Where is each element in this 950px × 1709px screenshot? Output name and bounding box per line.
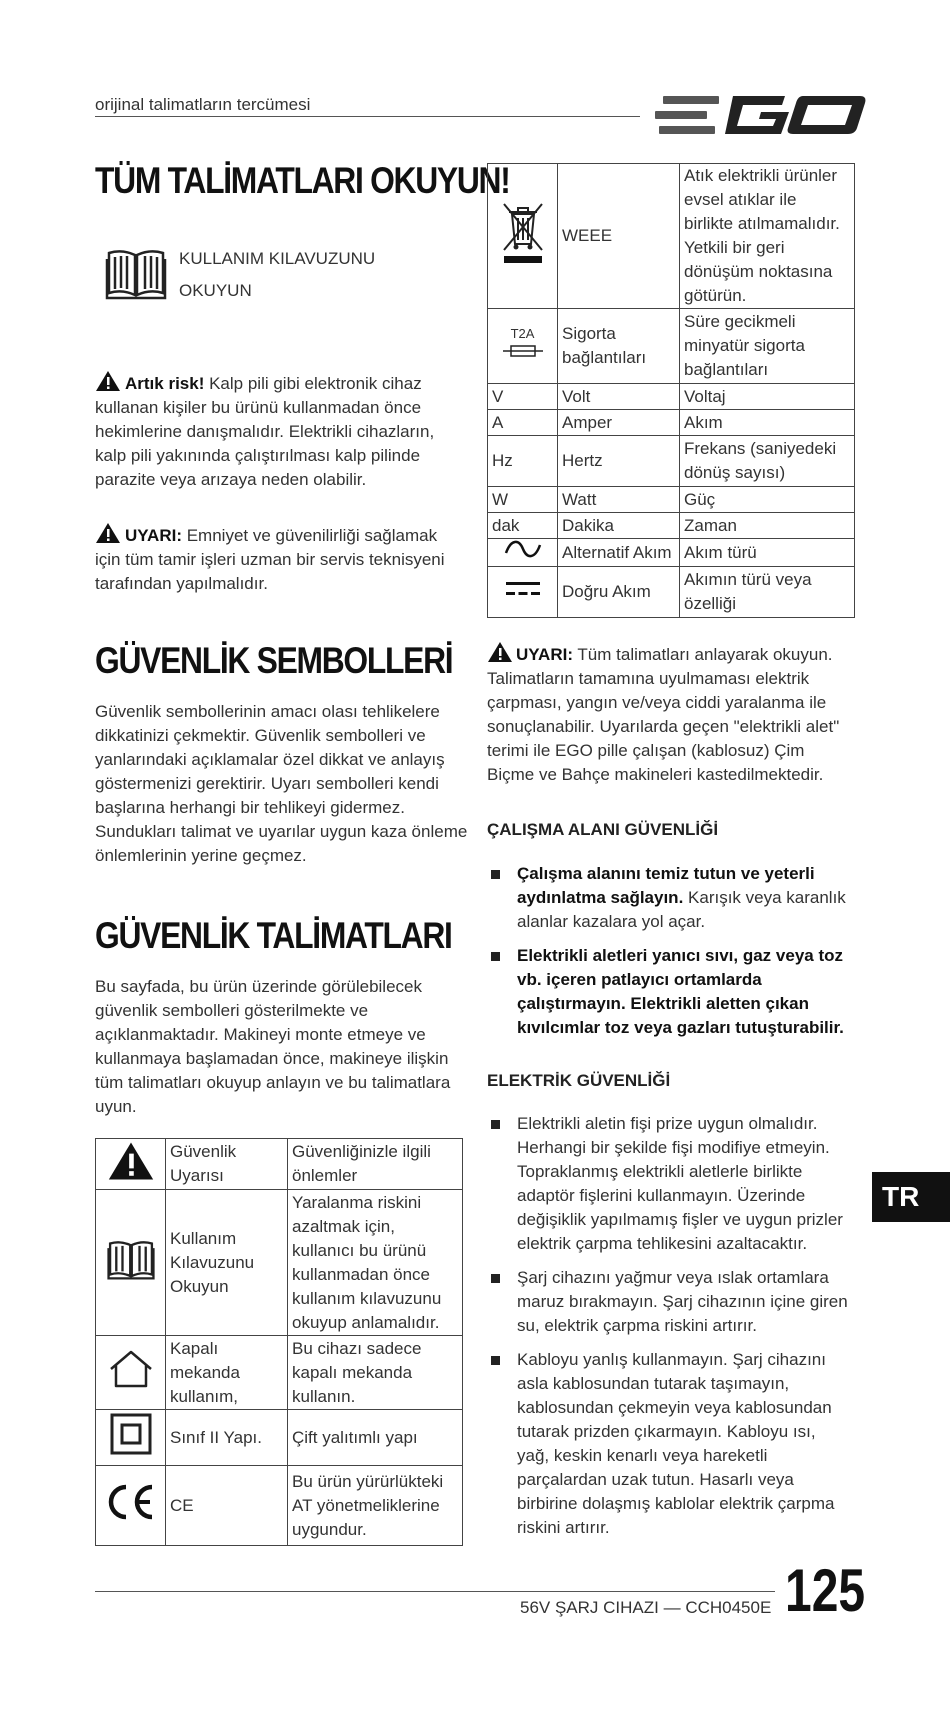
table-row [96, 1466, 463, 1546]
symbol-name: Hertz [558, 436, 680, 487]
symbol-description: Frekans (saniyedeki dönüş sayısı) [680, 436, 855, 487]
list-item [487, 1348, 852, 1540]
list-item [487, 1112, 852, 1256]
symbol-abbrev: W [488, 487, 558, 513]
electrical-list [487, 1112, 852, 1550]
symbol-name: Amper [558, 410, 680, 436]
title-safety-instructions: GÜVENLİK TALİMATLARI [95, 915, 452, 956]
fuse-label: T2A [510, 326, 535, 341]
electrical-safety-heading: ELEKTRİK GÜVENLİĞİ [487, 1071, 671, 1090]
symbol-description: Zaman [680, 513, 855, 539]
table-row [488, 539, 855, 567]
safety-instructions-paragraph: Bu sayfada, bu ürün üzerinde görülebilecek güvenlik sembolleri gösterilmekte ve açıklanmaktadır. Makineyi monte etmeye ve kullanmaya başlamadan önce, makineye ilişkin tüm talimatları okuyup anlayın ve bu talimatlara uyun. [95, 977, 451, 1116]
symbol-name: Güvenlik Uyarısı [166, 1139, 288, 1190]
table-row [488, 513, 855, 539]
warning-triangle-icon [487, 641, 513, 663]
table-row [96, 1139, 463, 1190]
table-row [488, 384, 855, 410]
dc-icon [503, 579, 543, 599]
footer-divider [95, 1591, 775, 1592]
fuse-icon [501, 327, 545, 365]
table-row [488, 164, 855, 309]
title-read-instructions: TÜM TALİMATLARI OKUYUN! [95, 160, 510, 201]
header-divider [95, 116, 640, 117]
residual-risk-label: Artık risk! [125, 374, 205, 393]
symbol-name: Sınıf II Yapı. [166, 1410, 288, 1466]
list-item [487, 862, 847, 934]
left-symbol-table [95, 1138, 463, 1546]
right-warning-text: Tüm talimatları anlayarak okuyun. Talimatların tamamına uyulmaması elektrik çarpması, yangın ve/veya ciddi yaralanma ile sonuçlanabilir. Uyarılarda geçen "elektrikli alet" terimi ile EGO pille çalışan (kablosuz) Çim Biçme ve Bahçe makineleri kastedilmektedir. [487, 645, 840, 784]
symbol-description: Yaralanma riskini azaltmak için, kullanıcı bu ürünü kullanmadan önce kullanım kılavuzunu okuyup anlamalıdır. [288, 1190, 463, 1336]
symbol-name: Volt [558, 384, 680, 410]
list-item-bold: Elektrikli aletleri yanıcı sıvı, gaz veya toz vb. içeren patlayıcı ortamlarda çalıştırmayın. Elektrikli aletten çıkan kıvılcımlar toz veya gazları tutuşturabilir. [517, 946, 844, 1037]
symbol-description: Bu ürün yürürlükteki AT yönetmeliklerine uygundur. [288, 1466, 463, 1546]
symbol-description: Akım [680, 410, 855, 436]
symbol-description: Akımın türü veya özelliği [680, 567, 855, 618]
symbol-description: Atık elektrikli ürünler evsel atıklar ile birlikte atılmamalıdır. Yetkili bir geri dönüşüm noktasına götürün. [680, 164, 855, 309]
list-item-text: Kabloyu yanlış kullanmayın. Şarj cihazını asla kablosundan tutarak taşımayın, kablosundan çekmeyin veya kablosundan tutarak prizden çıkarmayın. Kabloyu ısı, yağ, keskin kenarlı veya hareketli parçalardan uzak tutun. Hasarlı veya birbirine dolaşmış kablolar elektrik çarpma riskini artırır. [517, 1350, 835, 1537]
ego-logo [655, 90, 870, 145]
manual-notice [105, 245, 375, 307]
manual-line-1: KULLANIM KILAVUZUNU [179, 249, 376, 268]
list-item [487, 1266, 852, 1338]
page-number: 125 [785, 1557, 866, 1624]
symbol-description: Süre gecikmeli minyatür sigorta bağlantıları [680, 309, 855, 384]
table-row [488, 309, 855, 384]
left-warning-paragraph [95, 522, 465, 596]
symbol-name: WEEE [558, 164, 680, 309]
symbol-name: Alternatif Akım [558, 539, 680, 567]
symbol-name: Watt [558, 487, 680, 513]
symbol-name: Sigorta bağlantıları [558, 309, 680, 384]
symbol-description: Güç [680, 487, 855, 513]
right-symbol-table [487, 163, 855, 618]
house-icon [108, 1349, 154, 1389]
footer-product: 56V ŞARJ CIHAZI — CCH0450E [520, 1598, 772, 1617]
warning-triangle-icon [95, 522, 121, 544]
residual-risk-paragraph [95, 370, 465, 492]
left-warning-text: Emniyet ve güvenilirliği sağlamak için tüm tamir işleri uzman bir servis teknisyeni tarafından yapılmalıdır. [95, 526, 445, 593]
symbol-abbrev: A [488, 410, 558, 436]
list-item-text: Şarj cihazını yağmur veya ıslak ortamlara maruz bırakmayın. Şarj cihazının içine giren su, elektrik çarpma riskini artırır. [517, 1268, 848, 1335]
table-row [96, 1190, 463, 1336]
list-item [487, 944, 847, 1040]
work-area-list [487, 862, 847, 1050]
ac-wave-icon [503, 539, 543, 559]
symbol-name: Kapalı mekanda kullanım, [166, 1336, 288, 1410]
table-row [488, 567, 855, 618]
ce-mark-icon [104, 1482, 158, 1522]
manual-book-icon [107, 1237, 155, 1281]
manual-line-2: OKUYUN [179, 281, 252, 300]
warning-triangle-icon [95, 370, 121, 392]
table-row [488, 436, 855, 487]
table-row [96, 1410, 463, 1466]
table-row [96, 1336, 463, 1410]
weee-bin-icon [498, 200, 548, 266]
safety-symbols-paragraph: Güvenlik sembollerinin amacı olası tehlikelere dikkatinizi çekmektir. Güvenlik sembolleri ve yanlarındaki açıklamalar özel dikkat ve anlayış göstermenizi gerektirir. Uyarı sembolleri kendi başlarına herhangi bir tehlikeyi gidermez. Sundukları talimat ve uyarılar uygun kaza önleme önlemlerinin yerine geçmez. [95, 702, 468, 865]
warning-triangle-icon [107, 1140, 155, 1182]
residual-risk-text: Kalp pili gibi elektronik cihaz kullanan kişiler bu ürünü kullanmadan önce hekimlerine danışmalıdır. Elektrikli cihazların, kalp pili yakınında çalıştırılması kalp pilinde parazite veya arızaya neden olabilir. [95, 374, 435, 489]
symbol-abbrev: Hz [488, 436, 558, 487]
symbol-description: Güvenliğinizle ilgili önlemler [288, 1139, 463, 1190]
header-subtitle: orijinal talimatların tercümesi [95, 95, 311, 114]
right-warning-label: UYARI: [516, 645, 573, 664]
title-safety-symbols: GÜVENLİK SEMBOLLERİ [95, 640, 453, 681]
right-warning-paragraph [487, 641, 852, 787]
symbol-name: CE [166, 1466, 288, 1546]
symbol-name: Kullanım Kılavuzunu Okuyun [166, 1190, 288, 1336]
list-item-text: Elektrikli aletin fişi prize uygun olmalıdır. Herhangi bir şekilde fişi modifiye etmeyin. Topraklanmış elektrikli aletlerle birlikte adaptör fişlerini kullanmayın. Üzerinde değişiklik yapılmamış fişler ve uygun prizler elektrik çarpma tehlikesini azaltacaktır. [517, 1114, 843, 1253]
list-item-text: Karışık veya karanlık alanlar kazalara yol açar. [517, 888, 846, 931]
symbol-abbrev: V [488, 384, 558, 410]
manual-book-icon [105, 245, 167, 306]
symbol-abbrev: dak [488, 513, 558, 539]
language-tab: TR [872, 1172, 950, 1222]
symbol-name: Doğru Akım [558, 567, 680, 618]
symbol-name: Dakika [558, 513, 680, 539]
symbol-description: Akım türü [680, 539, 855, 567]
symbol-description: Voltaj [680, 384, 855, 410]
class-ii-icon [109, 1412, 153, 1456]
work-area-safety-heading: ÇALIŞMA ALANI GÜVENLİĞİ [487, 820, 719, 839]
symbol-description: Bu cihazı sadece kapalı mekanda kullanın. [288, 1336, 463, 1410]
list-item-bold: Çalışma alanını temiz tutun ve yeterli aydınlatma sağlayın. [517, 864, 815, 907]
symbol-description: Çift yalıtımlı yapı [288, 1410, 463, 1466]
table-row [488, 487, 855, 513]
left-warning-label: UYARI: [125, 526, 182, 545]
table-row [488, 410, 855, 436]
